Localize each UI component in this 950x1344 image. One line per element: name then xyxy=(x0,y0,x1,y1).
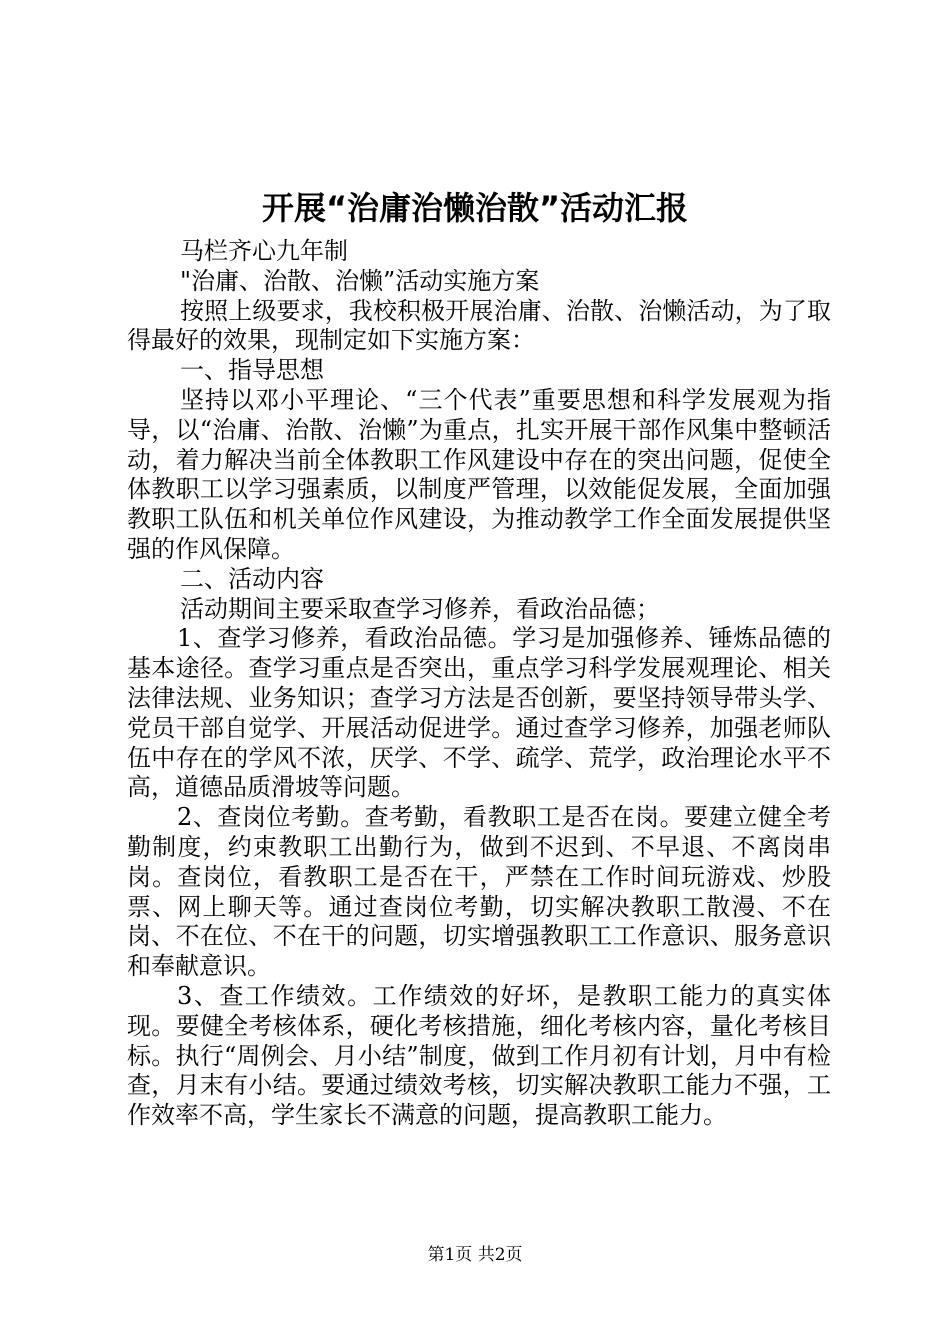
item1-paragraph: 1、查学习修养，看政治品德。学习是加强修养、锤炼品德的基本途径。查学习重点是否突出，重点学习科学发展观理论、相关法律法规、业务知识；查学习方法是否创新，要坚持领导带头学、党员干部自觉学、开展活动促进学。通过查学习修养，加强老师队伍中存在的学风不浓，厌学、不学、疏学、荒学，政治理论水平不高，道德品质滑坡等问题。 xyxy=(127,624,831,802)
document-title: 开展“治庸治懒治散”活动汇报 xyxy=(261,189,689,227)
document-body xyxy=(127,237,831,1131)
section1-heading: 一、指导思想 xyxy=(180,356,324,385)
intro-paragraph: 按照上级要求，我校积极开展治庸、治散、治懒活动，为了取得最好的效果，现制定如下实施方案： xyxy=(127,296,831,355)
section2-intro: 活动期间主要采取查学习修养，看政治品德； xyxy=(180,594,660,623)
section1-paragraph: 坚持以邓小平理论、“三个代表”重要思想和科学发展观为指导，以“治庸、治散、治懒”为重点，扎实开展干部作风集中整顿活动，着力解决当前全体教职工作风建设中存在的突出问题，促使全体教职工以学习强素质，以制度严管理，以效能促发展，全面加强教职工队伍和机关单位作风建设，为推动教学工作全面发展提供坚强的作风保障。 xyxy=(127,385,831,563)
section2-heading: 二、活动内容 xyxy=(180,564,324,593)
school-name: 马栏齐心九年制 xyxy=(180,237,348,265)
plan-title: "治庸、治散、治懒”活动实施方案 xyxy=(180,266,540,295)
page-footer: 第1页 共2页 xyxy=(427,1245,523,1265)
item3-paragraph: 3、查工作绩效。工作绩效的好坏，是教职工能力的真实体现。要健全考核体系，硬化考核措施，细化考核内容，量化考核目标。执行“周例会、月小结”制度，做到工作月初有计划，月中有检查，月末有小结。要通过绩效考核，切实解决教职工能力不强，工作效率不高，学生家长不满意的问题，提高教职工能力。 xyxy=(127,981,831,1130)
item2-paragraph: 2、查岗位考勤。查考勤，看教职工是否在岗。要建立健全考勤制度，约束教职工出勤行为，做到不迟到、不早退、不离岗串岗。查岗位，看教职工是否在干，严禁在工作时间玩游戏、炒股票、网上聊天等。通过查岗位考勤，切实解决教职工散漫、不在岗、不在位、不在干的问题，切实增强教职工工作意识、服务意识和奉献意识。 xyxy=(127,803,831,981)
